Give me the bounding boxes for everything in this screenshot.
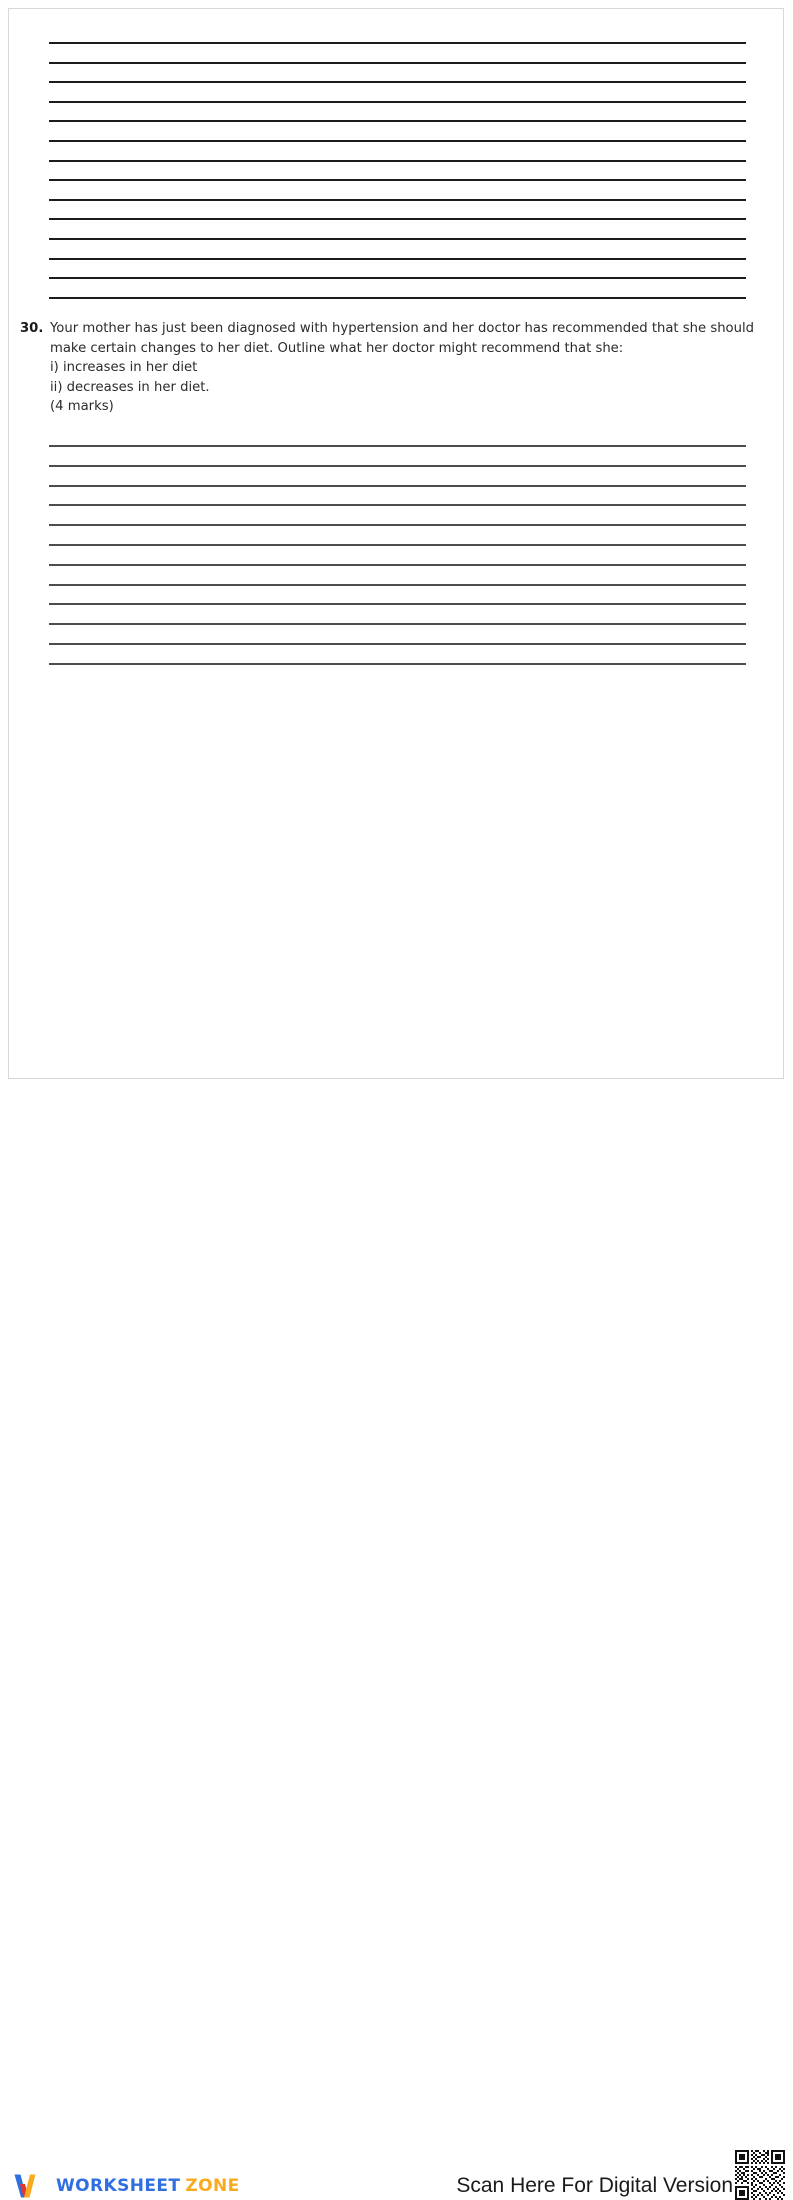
worksheet-page-sheet [8, 8, 784, 1079]
answer-lines-bottom-group [49, 445, 746, 683]
answer-line [49, 218, 746, 220]
question-subpart-ii: ii) decreases in her diet. [50, 379, 210, 395]
answer-line [49, 160, 746, 162]
question-body [50, 319, 754, 417]
answer-line [49, 42, 746, 44]
answer-line [49, 504, 746, 506]
answer-line [49, 564, 746, 566]
answer-line [49, 101, 746, 103]
question-text-line-1: Your mother has just been diagnosed with hypertension and her doctor has recommended that she should [50, 321, 755, 336]
answer-line [49, 179, 746, 181]
page-footer [0, 1081, 793, 2197]
brand-word-worksheet: WORKSHEET [56, 2176, 181, 2196]
brand-word-zone: ZONE [185, 2176, 240, 2196]
question-block-30 [20, 319, 755, 417]
qr-code-icon[interactable] [735, 2150, 785, 2200]
answer-line [49, 199, 746, 201]
answer-line [49, 485, 746, 487]
answer-line [49, 297, 746, 299]
answer-line [49, 140, 746, 142]
answer-line [49, 258, 746, 260]
answer-line [49, 524, 746, 526]
worksheet-zone-logo[interactable] [14, 2172, 240, 2200]
answer-line [49, 445, 746, 447]
question-subpart-i: i) increases in her diet [50, 360, 198, 376]
answer-line [49, 238, 746, 240]
answer-line [49, 277, 746, 279]
answer-line [49, 81, 746, 83]
answer-line [49, 643, 746, 645]
answer-line [49, 120, 746, 122]
brand-wordmark [56, 2176, 240, 2196]
question-text-line-2: make certain changes to her diet. Outline what her doctor might recommend that she: [50, 340, 624, 356]
answer-lines-top-group [49, 42, 746, 316]
scan-here-caption: Scan Here For Digital Version [456, 2174, 733, 2197]
question-row [20, 319, 755, 417]
question-number: 30. [20, 321, 44, 336]
answer-line [49, 465, 746, 467]
answer-line [49, 663, 746, 665]
answer-line [49, 603, 746, 605]
answer-line [49, 544, 746, 546]
answer-line [49, 623, 746, 625]
worksheet-zone-w-mark-icon [14, 2173, 48, 2199]
answer-line [49, 584, 746, 586]
answer-line [49, 62, 746, 64]
question-marks: (4 marks) [50, 399, 114, 415]
